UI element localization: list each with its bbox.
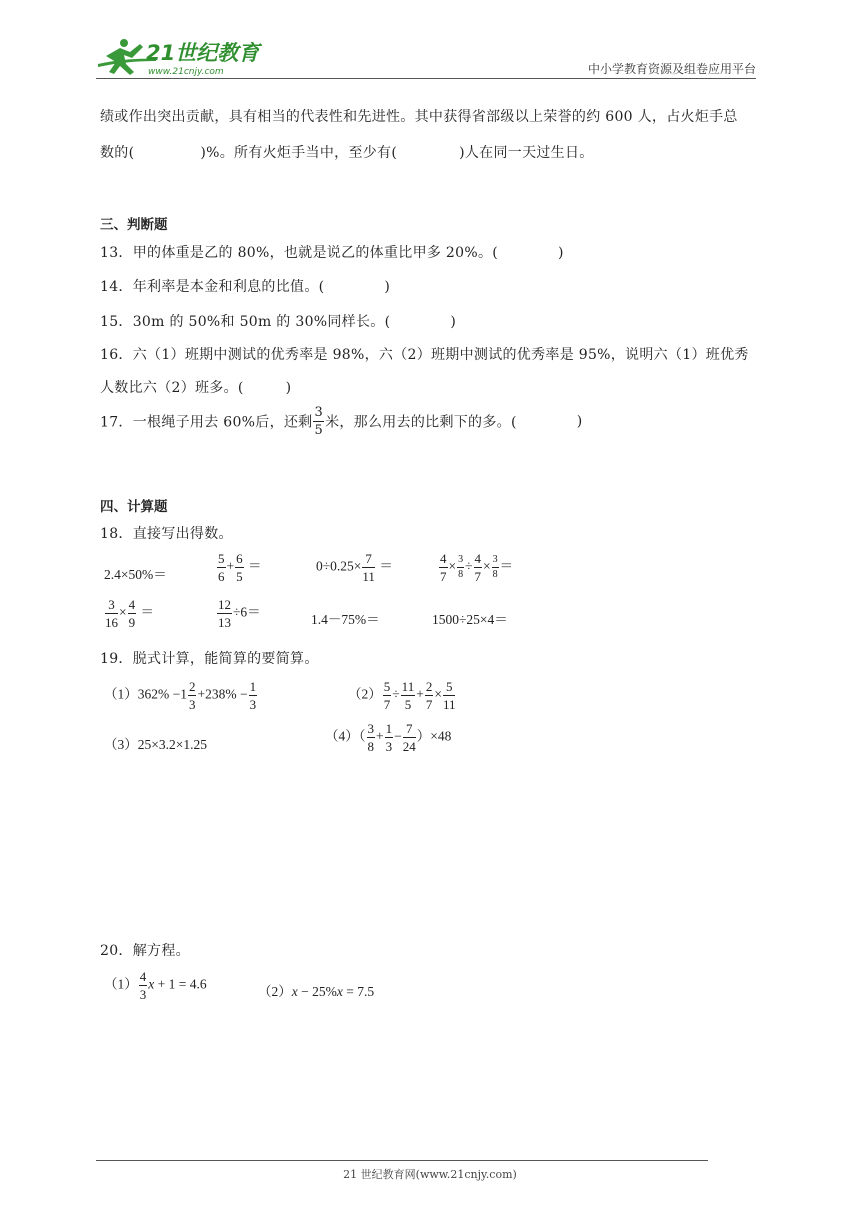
calc-18-4: $\frac{4}{7}$ × $\frac{3}{8}$ ÷ $\frac{4}{7}$ × $\frac{3}{8}$ ＝	[440, 551, 514, 584]
calc-18-1: 2.4×50%＝	[104, 567, 167, 582]
calc-19-4: （4）（ $\frac{3}{8}$ + $\frac{1}{3}$ − $\frac{7}{24}$ ）×48	[325, 721, 452, 754]
question-16-line-1: 16．六（1）班期中测试的优秀率是 98%，六（2）班期中测试的优秀率是 95%，说明六（1）班优秀	[100, 347, 749, 363]
site-logo	[96, 34, 266, 80]
svg-text:21世纪教育: 21世纪教育	[146, 41, 260, 65]
header-divider	[96, 78, 756, 79]
calc-18-6: $\frac{12}{13}$ ÷6＝	[218, 597, 261, 630]
calc-18-2: $\frac{5}{6}$ + $\frac{6}{5}$ ＝	[218, 551, 262, 584]
header-platform-text: 中小学教育资源及组卷应用平台	[587, 62, 756, 76]
calc-18-3: 0÷0.25× $\frac{7}{11}$ ＝	[316, 551, 393, 584]
question-17: 17．一根绳子用去 60%后，还剩 $\frac{3}{5}$ 米，那么用去的比剩下的多。( )	[100, 405, 583, 438]
calc-18-5: $\frac{3}{16}$ × $\frac{4}{9}$ ＝	[105, 597, 154, 630]
section-3-title: 三、判断题	[100, 217, 168, 233]
footer-divider	[96, 1160, 708, 1161]
calc-19-2: （2） $\frac{5}{7}$ ÷ $\frac{11}{5}$ + $\frac{2}{7}$ × $\frac{5}{11}$	[348, 679, 456, 712]
svg-text:www.21cnjy.com: www.21cnjy.com	[148, 67, 224, 77]
calc-19-1: （1）362% −1 $\frac{2}{3}$ +238% − $\frac{1}{3}$	[104, 679, 257, 712]
question-14: 14．年利率是本金和利息的比值。( )	[100, 279, 391, 295]
question-19: 19．脱式计算，能简算的要简算。	[100, 651, 319, 667]
calc-18-8: 1500÷25×4＝	[432, 612, 508, 627]
question-20: 20．解方程。	[100, 943, 190, 959]
question-13: 13．甲的体重是乙的 80%，也就是说乙的体重比甲多 20%。( )	[100, 245, 564, 261]
calc-19-3: （3）25×3.2×1.25	[104, 737, 207, 752]
footer-text: 21 世纪教育网(www.21cnjy.com)	[343, 1168, 517, 1181]
question-16-line-2: 人数比六（2）班多。( )	[100, 380, 292, 396]
calc-18-7: 1.4－75%＝	[311, 612, 380, 627]
intro-line-2: 数的( )%。所有火炬手当中，至少有( )人在同一天过生日。	[100, 145, 594, 161]
intro-line-1: 绩或作出突出贡献，具有相当的代表性和先进性。其中获得省部级以上荣誉的约 600 人，占火炬手总	[100, 109, 738, 125]
equation-20-2: （2）x − 25%x = 7.5	[258, 984, 375, 999]
section-4-title: 四、计算题	[100, 499, 168, 515]
question-18: 18．直接写出得数。	[100, 526, 233, 542]
question-15: 15．30m 的 50%和 50m 的 30%同样长。( )	[100, 314, 457, 330]
equation-20-1: （1） $\frac{4}{3}$ x + 1 = 4.6	[104, 969, 207, 1002]
